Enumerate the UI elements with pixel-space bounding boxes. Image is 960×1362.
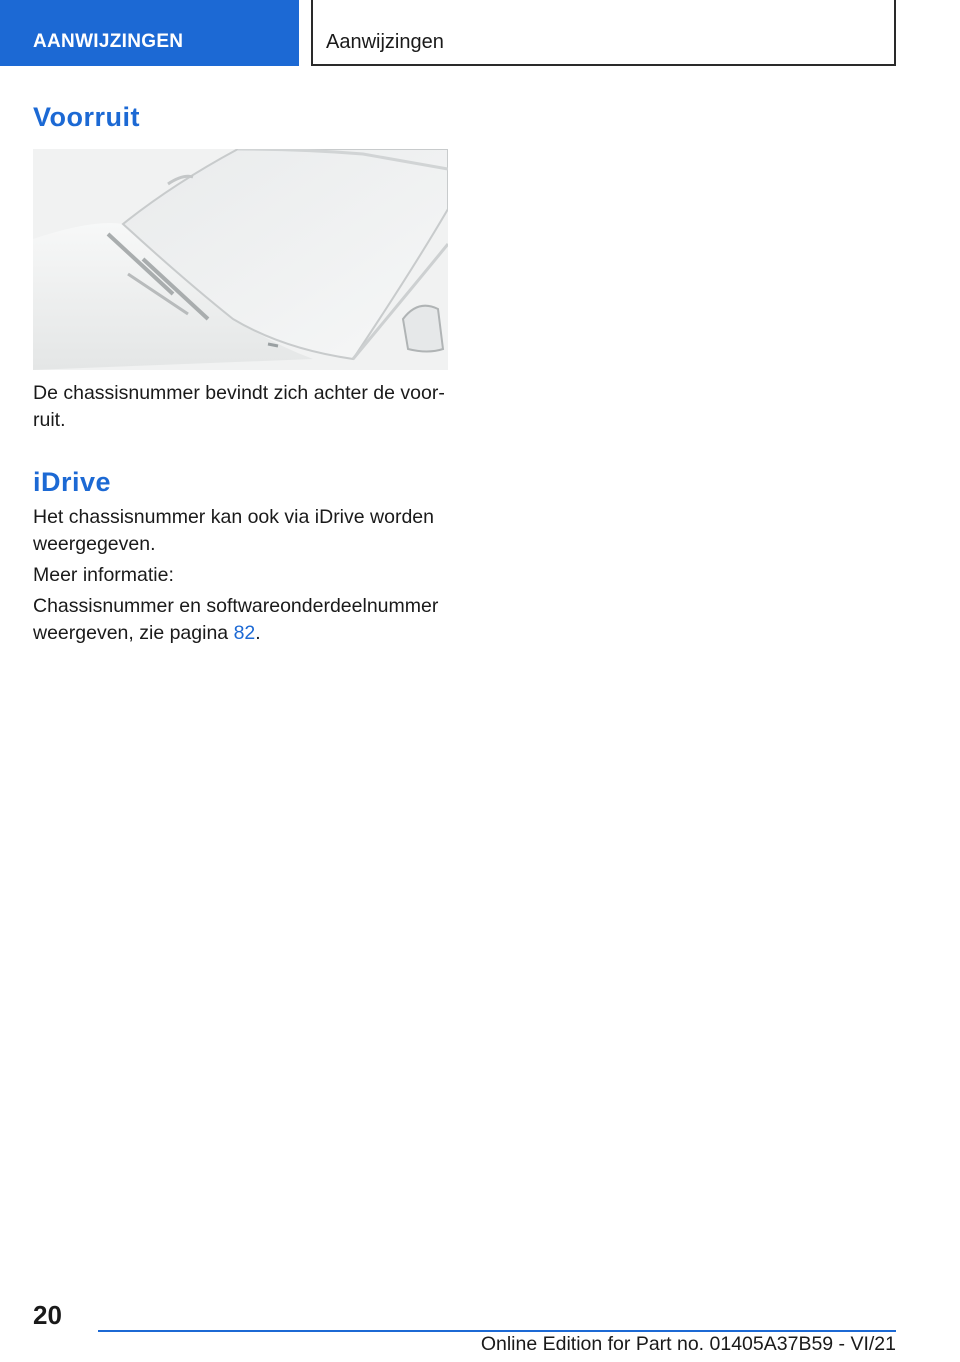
paragraph-idrive: [33, 504, 448, 558]
more-info-label: Meer informatie:: [33, 564, 174, 586]
heading-voorruit: Voorruit: [33, 102, 140, 132]
heading-idrive: iDrive: [33, 467, 112, 497]
paragraph-voorruit-line2: ruit.: [33, 409, 66, 431]
paragraph-voorruit-line1: De chassisnummer bevindt zich achter de voor-: [33, 382, 445, 404]
reference-line1: Chassisnummer en softwareonderdeelnummer: [33, 595, 439, 617]
page-link-82[interactable]: 82: [233, 622, 256, 644]
paragraph-idrive-line2: weergegeven.: [33, 533, 156, 555]
chapter-tab[interactable]: AANWIJZINGEN: [0, 0, 299, 66]
section-title: Aanwijzingen: [311, 0, 896, 66]
page-number: 20: [33, 1300, 62, 1330]
paragraph-voorruit: [33, 380, 448, 434]
reference-suffix: .: [255, 622, 261, 644]
reference-paragraph: [33, 593, 448, 647]
footer-edition: Online Edition for Part no. 01405A37B59 - VI/21: [480, 1333, 896, 1355]
windshield-illustration: [33, 149, 448, 370]
paragraph-idrive-line1: Het chassisnummer kan ook via iDrive worden: [33, 506, 434, 528]
footer-divider: [98, 1330, 896, 1332]
reference-line2-prefix: weergeven, zie pagina: [33, 622, 234, 644]
